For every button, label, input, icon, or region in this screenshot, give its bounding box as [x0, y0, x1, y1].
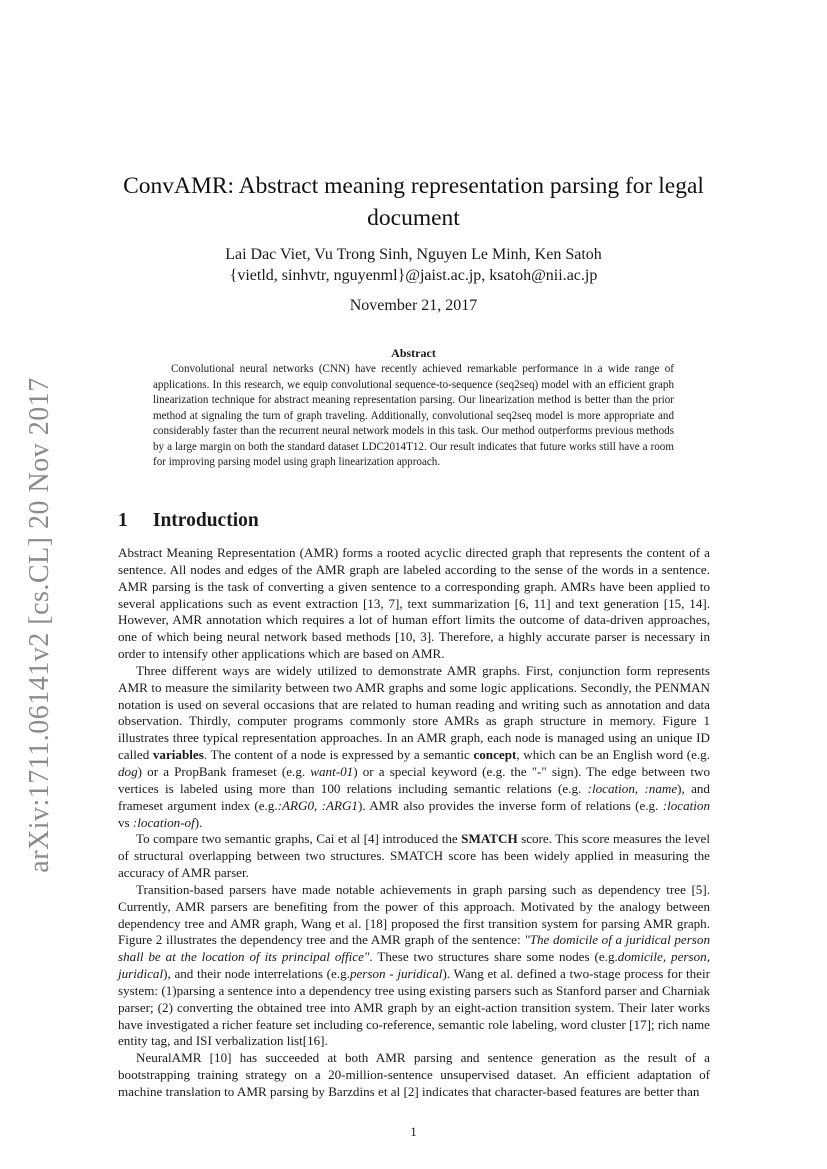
page-number: 1: [410, 1124, 417, 1139]
paragraph-5: NeuralAMR [10] has succeeded at both AMR parsing and sentence generation as the result of a bootstrapping training strategy on a 20-million-sentence unsupervised dataset. An efficient adaptation of machine translation to AMR parsing by Barzdins et al [2] indicates that character-based features are better than: [118, 1050, 710, 1099]
paper-title: ConvAMR: Abstract meaning representation parsing for legal document: [123, 173, 704, 231]
arxiv-stamp: [20, 355, 60, 895]
paragraph-4: Transition-based parsers have made notable achievements in graph parsing such as dependency tree [5]. Currently, AMR parsers are benefiting from the power of this approach. Motivated by the analogy between dependency tree and AMR graph, Wang et al. [18] proposed the first transition system for parsing AMR graph. Figure 2 illustrates the dependency tree and the AMR graph of the sentence: "The domicile of a juridical person shall be at the location of its principal office". These two structures share some nodes (e.g.domicile, person, juridical), and their node interrelations (e.g.person - juridical). Wang et al. defined a two-stage process for their system: (1)parsing a sentence into a dependency tree using existing parsers such as Stanford parser and Charniak parser; (2) converting the obtained tree into AMR graph by an eight-action transition system. Their later works have investigated a richer feature set including co-reference, semantic role labeling, word cluster [17]; rich name entity tag, and ISI verbalization list[16].: [118, 881, 710, 1049]
section-number: 1: [118, 510, 128, 531]
body-text: [118, 545, 710, 1101]
section-title: Introduction: [152, 510, 259, 531]
paragraph-2: Three different ways are widely utilized to demonstrate AMR graphs. First, conjunction form represents AMR to measure the similarity between two AMR graphs and some logic applications. Secondly, the PENMAN notation is used on several occasions that are related to human reading and writing such as annotation and data observation. Thirdly, computer programs commonly store AMRs as graph structure in memory. Figure 1 illustrates three typical representation approaches. In an AMR graph, each node is managed using an unique ID called variables. The content of a node is expressed by a semantic concept, which can be an English word (e.g. dog) or a PropBank frameset (e.g. want-01) or a special keyword (e.g. the "-" sign). The edge between two vertices is labeled using more than 100 relations including semantic relations (e.g. :location, :name), and frameset argument index (e.g.:ARG0, :ARG1). AMR also provides the inverse form of relations (e.g. :location vs :location-of).: [118, 662, 711, 830]
arxiv-id: arXiv:1711.06141v2 [cs.CL] 20 Nov 2017: [24, 377, 55, 873]
paper-date: November 21, 2017: [349, 297, 478, 314]
author-block: [100, 244, 727, 286]
paragraph-3: To compare two semantic graphs, Cai et al [4] introduced the SMATCH score. This score measures the level of structural overlapping between two structures. SMATCH score has been widely applied in measuring the accuracy of AMR parser.: [118, 831, 710, 881]
abstract-heading: Abstract: [391, 346, 436, 360]
author-emails: {vietld, sinhvtr, nguyenml}@jaist.ac.jp, ksatoh@nii.ac.jp: [229, 267, 598, 284]
author-names: Lai Dac Viet, Vu Trong Sinh, Nguyen Le Minh, Ken Satoh: [225, 246, 602, 263]
section-heading: [118, 510, 259, 532]
paragraph-1: Abstract Meaning Representation (AMR) forms a rooted acyclic directed graph that represents the content of a sentence. All nodes and edges of the AMR graph are labeled according to the sense of the words in a sentence. AMR parsing is the task of converting a given sentence to a corresponding graph. AMRs have been applied to several applications such as event extraction [13, 7], text summarization [6, 11] and text generation [15, 14]. However, AMR annotation which requires a lot of human effort limits the outcome of data-driven approaches, one of which being neural network based methods [10, 3]. Therefore, a highly accurate parser is necessary in order to intensify other applications which are based on AMR.: [118, 545, 710, 662]
abstract-text: Convolutional neural networks (CNN) have recently achieved remarkable performance in a wide range of applications. In this research, we equip convolutional sequence-to-sequence (seq2seq) model with an efficient graph linearization technique for abstract meaning representation parsing. Our linearization method is better than the prior method at signaling the turn of graph traveling. Additionally, convolutional seq2seq model is more appropriate and considerably faster than the recurrent neural network models in this task. Our method outperforms previous methods by a large margin on both the standard dataset LDC2014T12. Our result indicates that future works still have a room for improving parsing model using graph linearization approach.: [153, 363, 674, 468]
